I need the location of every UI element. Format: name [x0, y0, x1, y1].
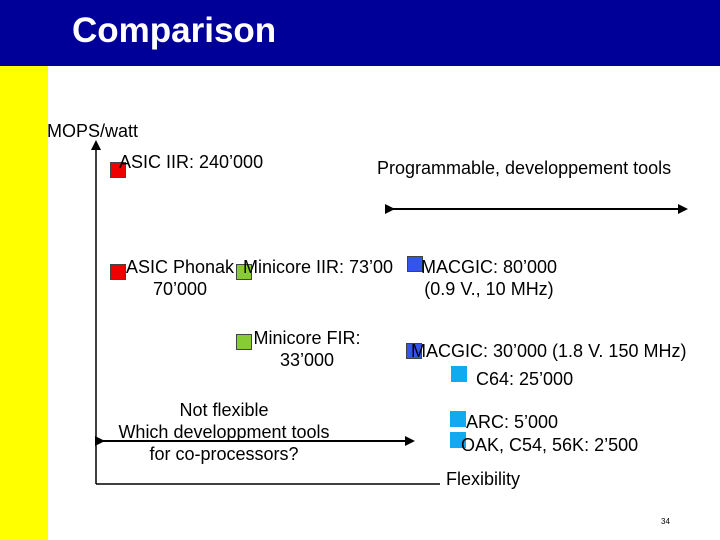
asic-phonak-label-line1: ASIC Phonak — [125, 257, 235, 277]
minicore-iir-label: Minicore IIR: 73’00 — [243, 257, 394, 277]
x-axis-label: Flexibility — [446, 469, 521, 489]
asic-iir-label: ASIC IIR: 240’000 — [119, 152, 264, 172]
not-flexible-line3: for co-processors? — [149, 444, 299, 464]
minicore-fir-label-line1: Minicore FIR: — [253, 328, 361, 348]
arc-marker — [450, 411, 466, 427]
programmable-label: Programmable, developpement tools — [377, 158, 672, 178]
oak-label: OAK, C54, 56K: 2’500 — [461, 435, 639, 455]
c64-label: C64: 25’000 — [476, 369, 574, 389]
macgic-80-label — [412, 256, 566, 300]
arc-label: ARC: 5’000 — [466, 412, 559, 432]
asic-phonak-value: 70’000 — [152, 279, 208, 299]
not-flexible-line1: Not flexible — [179, 400, 269, 420]
macgic-30-label: MACGIC: 30’000 (1.8 V. 150 MHz) — [411, 341, 687, 361]
minicore-fir-label — [246, 327, 368, 371]
not-flexible-line2: Which developpment tools — [118, 422, 330, 442]
macgic-80-label-line1: MACGIC: 80’000 — [420, 257, 558, 277]
page-number: 34 — [661, 517, 670, 526]
macgic-80-label-line2: (0.9 V., 10 MHz) — [424, 279, 554, 299]
slide-title: Comparison — [72, 11, 277, 50]
y-axis-label: MOPS/watt — [47, 121, 139, 141]
c64-marker — [451, 366, 467, 382]
minicore-fir-value: 33’000 — [279, 350, 335, 370]
not-flexible-label — [100, 399, 348, 465]
asic-phonak-label — [116, 256, 244, 300]
